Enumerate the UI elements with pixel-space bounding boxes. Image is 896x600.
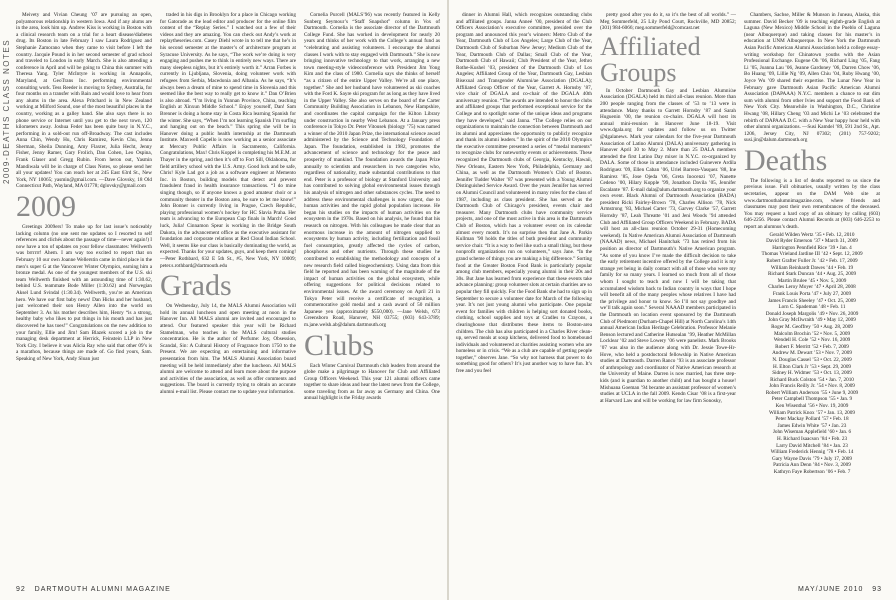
section-heading-affiliated-groups: Affiliated Groups: [600, 31, 701, 87]
death-entry: Charles Leroy Moyer ’47 • April 28, 2008: [768, 284, 856, 291]
death-entry: Gerald Wilden Wertz ’35 • Feb. 12, 2010: [769, 231, 855, 238]
death-entry: David Ryder Emerson ’37 • March 31, 2009: [766, 238, 858, 245]
death-entry: Sidney H. Widmer ’53 • Oct. 13, 2009: [772, 370, 852, 377]
section-heading-2009: 2009: [16, 190, 76, 224]
class-notes-text: In October Dartmouth Gay and Lesbian Alumni/ae Association (DGALA) held its third all-class reunion. More than 200 people ranging from the classes of ’53 to ’13 were in attendance. Many thanks to Garrett Hornsby ’87 and Sarah Huguenin ’00, the reunion co-chairs. DGALA will host its annual mini-reunion in Hanover June 18-19. Visit www.dgala.org for updates and follow us on Twitter @dgalanews. Mark your calendars for the five-year Dartmouth Association of Latino Alumni (DALA) anniversary gathering in Hanover April 30 to May 2. More than 25 DALA members attended the first Latino Day mixer in N.Y.C. co-organized by DALA. Some of those in attendance included Guinevere Ardila Rodriguez ’09, Ellen Caban ’06, Uriel Barrera-Vasquez ’88, Ine Ramirez ’85, Jose Ojeda ’06, Greta Inocenzi ’07, Nanette Cedeno ’00, Hilary Kopple ’99, Jonathon Davila ’05, Jennifer Escalante ’87. E-mail dala@alum.dartmouth.org to organize your own event. Black Alumni of Dartmouth Association (BADA) president Ricki Fairley-Brown ’78, Charles Allison ’78, Nick Armstrong ’83, Michael Carter ’73, Garvey Clarke ’57, Garrett Hornsby ’87, Leah Threatte ’01 and Jeni Woods ’94 attended Club and Affiliated Group Officers Weekend in February. BADA will host an all-class reunion October 29-31 (Homecoming weekend). In Native American Alumni Association of Dartmouth (NAAAD) news, Michael Hanitchak ’73 has retired from his position as director of Dartmouth’s Native American program. “As some of you know I’ve made the difficult decision to take the early retirement incentive offered by the College and it is my strange yet being in daily contact with all of those who were my family for so many years. I learned so much from all of those whom I sought to teach and now I will be taking that accumulated wisdom back to Indian country in ways that I hope will benefit all of the many peoples whose relatives I have had the privilege and honor to know. So I’ll not say goodbye and we’ll talk again soon.” Several NAAAD members participated in the Dartmouth on location event sponsored by the Dartmouth Club of Piedmont (Durham-Chapel Hill) at North Carolina’s 14th annual American Indian Heritage Celebration. Professor Melanie Benson lectured and Catherine Hutsealan ’99, Heather McMillan Locklear ’02 and Steve Lowery ’06 were panelists. Mark Brooks ’07 was also in the audience along with Dr. Jessie Towe-Hr-Hove, who held a postdoctoral fellowship in Native American studies at Dartmouth. Darren Ranco ’93 is an associate professor of anthropology and coordinator of Native American research at the University of Maine. Darren is now married, has three step-kids (and is guardian to another child) and has bought a house! Mishuana Goeman ’94 became an assistant professor of women’s studies at UCLA in the fall 2009. Kendn Cisar ’08 is a first-year at Harvard Law and will be working for law firm Sonosky,: [600, 87, 736, 404]
death-entry: John Francis Reilly Jr. ’54 • Nov. 8, 2009: [769, 383, 855, 390]
death-entry: Peter Mackay Pollard ’57 • Feb. 18: [775, 416, 849, 423]
class-notes-text: Greetings 2009ers! To make up for last issue’s noticeably lacking column (no one sent me updates so I resorted to self references and clichés about the passage of time—never again!) I now have a ton of updates on your fellow classmates: Wellwerth was brrrrrr! Ahem. I am way too excited to report that on February 10 our own Joanne Wellerstin came in third place in the men’s super G at the Vancouver Winter Olympics, earning him a bronze medal. As one of the youngest members of the U.S. ski team Wellwerth finished with an astounding time of 1:30.62, behind U.S. teammate Bode Miller (1:30.62) and Norwegian Aksel Lund Svindal (1:30.34). Wellwerth, you’re an American hero. We have our first baby news! Dan Hicks and her husband, just welcomed their son Henry Allen into the world on September 3. As his mother describes him, Henry “is a strong, healthy baby who likes to put things in his mouth and has just discovered he has toes!” Congratulations on the new addition to your family, Ellie and Jim! Sam Blazek scored a job in the managing desk department at Herrick, Feinstein LLP in New York City. I believe it was Alicia Ray who said that other 09’s is a marathon, because things are made of. Go find yours, Sam. Speaking of New York, Andy Sloan just: [16, 224, 152, 362]
right-footer: [798, 586, 882, 593]
death-entry: H. Elton Clark Jr ’53 • Sept. 29, 2009: [772, 363, 852, 370]
death-entry: Harrington Pennfield Rice ’39 • Jan. 4: [772, 244, 852, 251]
death-entry: Andrew M. Dewart ’53 • Nov. 7, 2009: [772, 350, 852, 357]
column-5: [600, 12, 736, 582]
column-6: [744, 12, 880, 582]
death-entry: William Patrick Knox ’57 • Jan. 13, 2009: [769, 409, 855, 416]
death-entry: Thomas Vrieland Jardine III ’42 • Sept. 12, 2009: [761, 251, 863, 258]
section-heading-clubs: Clubs: [304, 328, 375, 362]
death-entry: Malcolm Brochin ’52 • Nov. 5, 2009: [773, 330, 851, 337]
right-issue-date: MAY/JUNE 2010: [797, 586, 864, 593]
death-entry: Robert Grafter Fuller Jr. ’42 • Feb. 17, 2009: [766, 258, 858, 264]
death-entry: Robert William Anderson ’55 • June 9, 2009: [765, 389, 859, 396]
death-entry: John Wiseman Applefield ’60 • Jan. 6: [772, 429, 852, 436]
death-entry: Donald Joseph Margolis ’49 • Nov. 26, 2009: [765, 310, 859, 317]
death-entry: Ken Wisenthal ’56 • Nov. 19, 2009: [775, 403, 849, 410]
class-notes-text: On Wednesday, July 14, the MALS Alumni Association will hold its annual luncheon and open meeting at noon in the Hanover Inn. All MALS alumni are invited and encouraged to attend. Our featured speaker this year will be Richard Stamelman, who teaches in the MALS cultural studies concentration. He is the author of Perfume: Joy, Obsession, Scandal, Sin: A Cultural History of Fragrance from 1750 to the Present. We are expecting an entertaining and informative presentation from him. The MALS Alumni Association board meeting will be held immediately after the luncheon. All MALS alumni are welcome to attend and learn more about the purpose and activities of the association, as well as offer comments and suggestions. The board is currently trying to obtain an accurate alumni e-mail list. Please contact me to update your information.: [160, 303, 296, 395]
death-entry: Martin Brulee ’45 • Nov. 5, 2009: [777, 277, 847, 284]
deaths-intro-text: The following is a list of deaths reported to us since the previous issue. Full obituaries, usually written by the class secretaries, appear on the DAM Web site at www.dartmouthalumnimagazine.com, where friends and classmates may post their own remembrances of the deceased. You may request a hard copy of an obituary by calling (603) 646-2256. Please contact Alumni Records at (603) 646-2253 to report an alumnus’s death.: [744, 177, 880, 231]
death-entry: H. Richard Isaacson ’84 • Feb. 23: [776, 436, 848, 443]
death-entry: Kathryn Faye Robertson ’06 • Feb. 7: [773, 469, 851, 475]
column-4: [456, 12, 592, 582]
death-entry: William Reinhardt Dawes ’44 • Feb. 19: [770, 264, 854, 271]
left-magazine-title: DARTMOUTH ALUMNI MAGAZINE: [34, 586, 171, 593]
death-entry: James Edwin White ’57 • Jan. 23: [777, 422, 847, 429]
right-page-number: 93: [872, 586, 882, 593]
page-gutter: [447, 0, 449, 600]
class-notes-text: pretty good after you do it, so it’s the best of all worlds.” —Meg Sommerfeld, 25 Lily Pond Court, Rockville, MD 20852; (301) 984-6066; meg.sommerfeld@comcast.net: [600, 12, 736, 32]
section-heading-deaths: Deaths: [744, 143, 828, 177]
death-entry: Roger M. Geoffrey ’50 • Aug. 28, 2009: [771, 323, 853, 330]
class-notes-text: Meivety and Vivian Cheung ’07 are pursuing an open, polyamorous relationship in western Iowa. And if any alums are in the area, look him up. Andrew Kiss is working in Boston with a clinical research team on a trial for a heart disease/diabetes drug. Its Boston in late February I saw Laura Rodriguez and Stephanie Zamorano when they came to visit before I left the country. Jacquie Pound is in her second semester of grad school and traveled to London in early March. She is also attending a conference in April and will be going to China this summer with Theresa Yang. Tyler McIntyre is working in Annapolis, Maryland, at GeoTrans Inc. performing environmental consulting work. Tess Reeder is moving to Sydney, Australia, for four months on a transfer with Bain and would love to hear from any alums in the area. Alexa Pritchard is in New Zealand working at Milford Sound, one of the most beautiful places in the country, working as a galley hand. She also says there is no phone service or Internet until you get to the next town, 120 kilometers away. Joshua Feder has been quite busy in N.Y.C., performing in a sold-out run off-Broadway. The cast includes Anna Chin, Wendy Hu, Chris Ramirez, Kevin Chu, Jenna Sherman, Sheila Dunning, Amy Flaxter, Julia Hecht, Jenny Fisher, Jenny Ramer, Gary Frolich, Dan Cohen, Leo Ospina, Frank Glaser and Gregg Rubin. From heron out, Yasmin Mandiwala will be in charge of Class Notes, so please send her all your updates! You can reach her at 245 East 63rd St., New York, NY 10065; yasmin@gmail.com. —Dave Glovsky, 18 Old Connecticut Path, Wayland, MA 01778; dglovsky@gmail.com: [16, 12, 152, 190]
class-notes-text: Cornelia Purcell (MALS’96) was recently featured in Kelly Sunberg Seymour’s “Staff Snapshot” column in Vox of Dartmouth. Cornelia is the associate director of the Dartmouth College Fund. She has worked in development for nearly 20 years and thinks of her work with the College’s annual fund as “celebrating and assisting volunteers. I encourage the alumni classes I work with to stay engaged with Dartmouth.” She is now bringing innovative technology to that work, arranging a new town meeting-style videoconference with President Jim Yong Kim and the class of 1980. Cornelia says she thinks of herself “as a citizen of the entire Upper Valley. We’re all one place, together.” She and her husband have volunteered as ski coaches with the Ford K. Sayre ski program for as long as they have lived in the Upper Valley. She also serves on the board of the Carter Community Building Association in Lebanon, New Hampshire, and coordinates the capital campaign for the Kilton Library under construction in nearby West Lebanon. At a January press conference in Tokyo Dr. Peter Vitousek (biology ’75) was named a winner of the 2010 Japan Prize, the international science award administered by the Science and Technology Foundation of Japan. The foundation, established in 1982, promotes the advancement of science and technology for the peace and prosperity of mankind. The foundation awards the Japan Prize annually to scientists and researchers in two categories who, regardless of nationality, made substantial contributions to that end. Peter is a professor of biology at Stanford University and has contributed to solving global environmental issues through his analysis of nitrogen and other substances cycles. The need to address these environmental challenges is now urgent, due to human activities and the rapid global population increase. He began his studies on the impacts of human activities on the ecosystem in the 1970s. Based on his analysis, he found that his research on nitrogen. With his colleagues he made clear that an enormous increase in the amount of nitrogen supplied to ecosystems by human activity, including fertilization and fossil fuel consumption, greatly affected the cycles of carbon, phosphorus and other nutrients. Through these studies he contributed to establishing the methodology and concepts of a new research field called biogeochemistry. Using data from this field he reported and has been warning of the magnitude of the impact of human activities on the global ecosystem, while offering suggestions for political decisions related to environmental issues. At the award ceremony on April 21 in Tokyo Peter will receive a certificate of recognition, a commemorative gold medal and a cash award of 50 million Japanese yen (approximately $550,000). —Jane Welsh, 673 Greensboro Road, Hanover, NH 03755; (603) 643-3789; m.jane.welsh.ab@dalum.dartmouth.org: [304, 12, 440, 328]
death-entry: N. Douglas Cassel ’53 • Oct. 22, 2009: [772, 356, 852, 363]
death-entry: Wendell H. Cole ’52 • Nov. 16, 2009: [773, 337, 851, 344]
death-entry: Peter Campbell Thompson ’55 • Jan. 9: [771, 396, 853, 403]
section-heading-grads: Grads: [160, 269, 232, 303]
death-entry: Richard Buck Colston ’54 • Jan. 7, 2010: [770, 376, 854, 383]
death-entry: Patricia Ann Denn ’84 • Nov. 3, 2009: [773, 462, 851, 469]
left-page-number: 92: [16, 586, 26, 593]
death-entry: James Francis Sheeley ’47 • Oct. 25, 2009: [768, 297, 856, 304]
death-entry: John Gray McIlwraith ’49 • May 12, 2009: [768, 317, 856, 324]
column-3: [304, 12, 440, 582]
death-entry: Lorn C. Spademan ’48 • Feb. 11: [778, 304, 846, 311]
death-entry: Larry David Mitchell ’84 • Jan. 23: [776, 442, 848, 449]
death-entry: William Frederick Hennig ’78 • Feb. 14: [770, 449, 854, 456]
sidebar-section-label: 2009-DEATHS CLASS NOTES: [2, 38, 11, 184]
column-2: [160, 12, 296, 582]
class-notes-text: dinner in Alumni Hall, which recognizes outstanding clubs and affiliated groups. Janna Anneé ’00, president of the Club Officers Association’s executive committee, presided over the program and announced this year’s winners: Metro Club of the Year, Dartmouth Club of Los Angeles; Large Club of the Year, Dartmouth Club of Suburban New Jersey; Medium Club of the Year, Dartmouth Club of Dallas; Small Club of the Year, Dartmouth Club of Hawaii; Club President of the Year, Jethro Rothe-Kushel ’03, president of the Dartmouth Club of Los Angeles; Affiliated Group of the Year, Dartmouth Gay, Lesbian Bisexual and Transgender Alumni/ae Association (DGALA); Affiliated Group Officer of the Year, Garrett A. Hornsby ’87, vice chair of DGALA and co-chair of the DGALA 40th anniversary reunion. “The awards are intended to honor the clubs and affiliated groups that performed exceptional service for the College and to spotlight some of the unique ideas and programs they have developed,” said Janna. “The College relies on our organizations to maintain the connection between Dartmouth and its alumni and appreciates the opportunity to publicly recognize and thank its alumni leaders.” In the spirit of the 2010 Olympics the executive committee presented a series of “medal moments” to recognize clubs for noteworthy events or achievements. These recognized the Dartmouth clubs of Georgia, Kentucky, Hawaii, New Orleans, Eastern New York, Philadelphia, Germany and China, as well as the Dartmouth Women’s Club of Boston. Jennifer Tudder Walter ’87 was presented with a Young Alumni Distinguished Service Award. Over the years Jennifer has served on Alumni Council and volunteered in many roles for the class of 1987, including as class president. She has served as the Dartmouth Club of Chicago’s president, events chair and treasurer. Many Dartmouth clubs have community service projects, and one of the most active in this area is the Dartmouth Club of Boston, which has a volunteer event on its calendar almost every month. It’s no surprise then that Jane A. Parkin Kullman ’90 holds the titles of both president and community service chair. “It is a way to feel like such a small thing, but these nonprofit organizations run on volunteers,” says Jane. “In the grand scheme of things you are making a big difference.” Sorting food at the Greater Boston Food Bank is particularly popular among club members, especially young alumni in their 20s and 30s. But Jane has learned from experience that these events take advance planning: group volunteer slots at certain charities are so popular they fill quickly. For the Food Bank she had to sign up in September to secure a volunteer date for March of the following year. It’s not just young alumni who participate. One popular event for families with children is helping sort donated books, clothing, school supplies and toys at Cradles to Crayons, a clearinghouse that distributes these items to Boston-area children. The club has also participated in a Charles River clean-up, served meals at soup kitchens, delivered food to homebound individuals and volunteered at charities assisting women who are homeless or in crisis. “We as a club are capable of getting people together,” observes Jane. “So why not harness that power to do something good for others? It’s just another way to have fun. It’s free and you feel: [456, 12, 592, 375]
column-1: [16, 12, 152, 582]
left-footer: [16, 586, 171, 593]
deaths-list: [744, 232, 880, 476]
death-entry: Gary Wayne Davis ’79 • July 17, 2009: [772, 455, 852, 462]
class-notes-text: traded in his digs in Brooklyn for a place in Chicago working for Gatorade as the lead editor and producer for the online film content of the “Replay Series.” I watched out a few of their videos and they are amazing. You can check out Andy’s work at replaytheseries.com. Casey Diehl wrote in to tell me that he’s in his second semester at the master’s of architecture program at Syracuse University. As he says, “The work we’re doing is very engaging and pushes me to think in entirely new ways. There are many sleepless nights, but it’s entirely worth it.” Arran Forbes is currently in Ljubljana, Slovenia, doing volunteer work with refugees from Serbia, Macedonia and Albania. As he says, “It’s always been a dream of mine to spend time in Slovenia and this seemed like the best way to really get to know it.” Dan O’Brien is also abroad. “I’m living in Yunnan Province, China, teaching English at Xinxun Middle School.” Enjoy yourself, Dan! Sam Brenner is doing a home stay in Costa Rica learning Spanish for the winter. She says, “When I’m not learning Spanish I’m surfing and hanging out on the beach.” This spring she will be in Hanover doing a public health internship at the Dartmouth Institute. Maxwell Copello is now working as a senior associate at Mercury Public Affairs in Sacramento, California. Congratulations, Max! Chris Koppel is completing his M.E.M. at Thayer in the spring, and then it’s off to Fort Sill, Oklahoma, for field artillery school with the U.S. Army. Good luck and be safe, Chris! Kyle Lad got a job as a software engineer at Memento Inc. in Boston, building models that detect and prevent fraudulent fraud in health insurance transactions. “I do mine singing though, so if anyone knows a good amateur choir or a community theater in the Boston area, be sure to let me know!” John Bonner is currently living in Prague, Czech Republic, playing professional women’s hockey for HC Slavia Praha. Her team is advancing to the European Cup finals in March! Good luck, Julia! Cinnamon Spear is working in the Bridge South Dakota, in the advancement office as the executive assistant for foundation and corporate relations at Red Cloud Indian School. Well, it seems like our class is basically dominating the world, as expected. Thanks for your updates, guys, and keep them coming! —Peter Rothbard, 632 E 5th St., #5, New York, NY 10009; peter.s.rothbard@dartmouth.edu: [160, 12, 296, 269]
class-notes-text: Each Winter Carnival Dartmouth club leaders from around the globe make a pilgrimage to Hanover for Club and Affiliated Group Officers Weekend. This year 121 alumni officers came together to share ideas and hear the latest news from the College, some traveling from as far away as Germany and China. One annual highlight is the Friday awards: [304, 362, 440, 402]
death-entry: Robert F. Merritt ’52 • Feb. 7, 2009: [775, 343, 849, 350]
death-entry: Richard Stark Duncan ’44 • Aug. 25, 2009: [767, 271, 857, 278]
class-notes-text: Chambers, Sachse, Miller & Munson in Juneau, Alaska, this summer. David Becker ’09 is teaching eighth-grade English at Laguna (New Mexico) Middle School in the Pueblo of Laguna (near Albuquerque) and taking classes for his master’s in education at UNM Albuquerque. In New York the Dartmouth Asian Pacific American Alumni Association held a college essay-writing workshop for Chinatown youths with the Asian Professional Exchange. Eugene Oh ’06, Richard Ling ’05, Fang Li ’05, Joanna Lau ’06, Jeanne Gardoney ’06, Darren Chow ’06, Bo Huang ’09, Lillie Ng ’09, Allen Chiu ’04, Ruby Hwang ’00, Joyce Wu ’09 shared their expertise. The Lunar New Year in February gave Dartmouth Asian Pacific American Alumni Association (DAPAAA) N.Y.C. members a chance to eat dim sum with alumni from other Ivies and support the Food Bank of New York City. Meanwhile in Washington, D.C., Christine Hwang ’08, Hillary Cheng ’03 and Michi Le ’03 celebrated the rebirth of DAPAAA D.C. with a New Year happy hour held with other alumni organizations. —Susi Kamdel ’89, 591 2nd St., Apt. 1206, Jersey City, NJ 07302; (201) 757-9202; susi.jin@dalum.dartmouth.org: [744, 12, 880, 144]
death-entry: Frank Louis Porta ’47 • July 27, 2009: [772, 290, 852, 297]
